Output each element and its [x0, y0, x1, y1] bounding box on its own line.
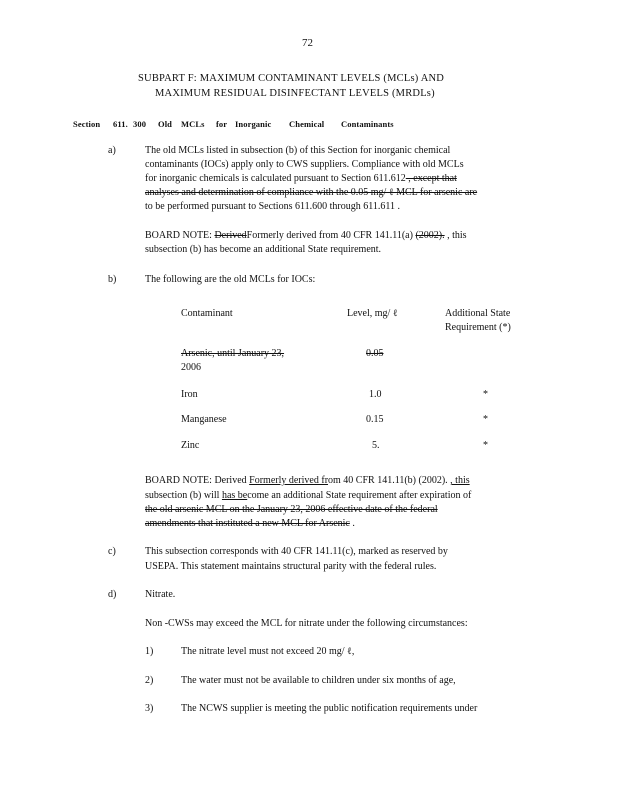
para-c-label: c) — [108, 546, 116, 557]
board-note-text: , this — [444, 230, 467, 241]
table-row-zinc-req: * — [483, 440, 488, 451]
table-header-requirement-line2: Requirement (*) — [445, 322, 511, 333]
table-row-iron-level: 1.0 — [369, 389, 382, 400]
section-title-word: Chemical — [289, 119, 325, 129]
board-note-text: . — [349, 518, 355, 529]
board-note-text: subsection (b) will — [145, 490, 222, 501]
board-note-a-line2: subsection (b) has become an additional State requirement. — [145, 244, 382, 255]
para-a-line4-deleted: analyses and determination of compliance with the 0.05 mg/ ℓ MCL for arsenic are — [145, 187, 478, 198]
table-row-manganese-name: Manganese — [181, 414, 227, 425]
para-a-line3-text: for inorganic chemicals is calculated pursuant to Section 611.612 — [145, 173, 406, 184]
section-title-word: Contaminants — [341, 119, 394, 129]
list-item: The NCWS supplier is meeting the public notification requirements under — [181, 703, 478, 714]
board-note-deleted: Derived — [214, 230, 247, 241]
para-c-line2: USEPA. This statement maintains structural parity with the federal rules. — [145, 561, 437, 572]
table-header-level: Level, mg/ ℓ — [347, 308, 398, 319]
board-note-text: come an additional State requirement after expiration of — [247, 490, 472, 501]
section-title-word: for — [216, 119, 228, 129]
para-a-label: a) — [108, 145, 116, 156]
table-row-zinc-level: 5. — [372, 440, 380, 451]
subpart-heading-line2: MAXIMUM RESIDUAL DISINFECTANT LEVELS (MRDLs) — [155, 88, 435, 99]
para-d-label: d) — [108, 589, 117, 600]
list-item-number: 3) — [145, 703, 154, 714]
table-row-manganese-req: * — [483, 414, 488, 425]
board-note-deleted: amendments that instituted a new MCL for Arsenic — [145, 518, 350, 529]
table-row-zinc-name: Zinc — [181, 440, 200, 451]
table-row-iron-req: * — [483, 389, 488, 400]
page-number: 72 — [302, 37, 313, 49]
table-header-contaminant: Contaminant — [181, 308, 233, 319]
para-d-intro: Non -CWSs may exceed the MCL for nitrate under the following circumstances: — [145, 618, 468, 629]
section-title-word: Old — [158, 119, 173, 129]
para-a-line3-deleted: , except that — [405, 173, 457, 184]
para-a-line3 — [145, 173, 457, 185]
board-note-text: Formerly derived from 40 CFR 141.11(a) — [246, 230, 416, 241]
para-c-line1: This subsection corresponds with 40 CFR 141.11(c), marked as reserved by — [145, 546, 448, 557]
para-a-line1: The old MCLs listed in subsection (b) of this Section for inorganic chemical — [145, 145, 451, 156]
section-title-word: Inorganic — [235, 119, 272, 129]
board-note-b-line1 — [145, 475, 470, 487]
table-row-arsenic-level: 0.05 — [366, 348, 384, 359]
board-note-a-line1 — [145, 230, 467, 242]
table-row-manganese-level: 0.15 — [366, 414, 384, 425]
para-a-line5: to be performed pursuant to Sections 611.600 through 611.611 . — [145, 201, 400, 212]
list-item-number: 2) — [145, 675, 154, 686]
board-note-b-line2 — [145, 490, 471, 502]
subpart-heading-line1: SUBPART F: MAXIMUM CONTAMINANT LEVELS (MCLs) AND — [138, 73, 445, 84]
list-item: The nitrate level must not exceed 20 mg/ ℓ, — [181, 646, 355, 657]
section-number-part1: 611. — [113, 119, 128, 129]
board-note-b-line3-deleted: the old arsenic MCL on the January 23, 2006 effective date of the federal — [145, 504, 438, 515]
board-note-text: om 40 CFR 141.11(b) (2002). — [328, 475, 451, 486]
board-note-deleted: (2002). — [415, 230, 445, 241]
board-note-b-line4 — [145, 518, 355, 530]
list-item-number: 1) — [145, 646, 154, 657]
board-note-inserted: Formerly derived fr — [249, 475, 329, 486]
table-row-iron-name: Iron — [181, 389, 198, 400]
section-title-word: MCLs — [181, 119, 205, 129]
para-a-line2: contaminants (IOCs) apply only to CWS suppliers. Compliance with old MCLs — [145, 159, 464, 170]
section-number-part2: 300 — [133, 119, 147, 129]
board-note-inserted: , this — [450, 475, 470, 486]
para-b-label: b) — [108, 274, 117, 285]
table-header-requirement-line1: Additional State — [445, 308, 511, 319]
table-row-arsenic-name-line2: 2006 — [181, 362, 201, 373]
board-note-text: BOARD NOTE: Derived — [145, 475, 250, 486]
board-note-inserted: has be — [221, 490, 248, 501]
table-row-arsenic-name: Arsenic, until January 23, — [181, 348, 285, 359]
section-word: Section — [73, 119, 101, 129]
para-d-title: Nitrate. — [145, 589, 176, 600]
list-item: The water must not be available to children under six months of age, — [181, 675, 456, 686]
board-note-label: BOARD NOTE: — [145, 230, 215, 241]
para-b-intro: The following are the old MCLs for IOCs: — [145, 274, 316, 285]
